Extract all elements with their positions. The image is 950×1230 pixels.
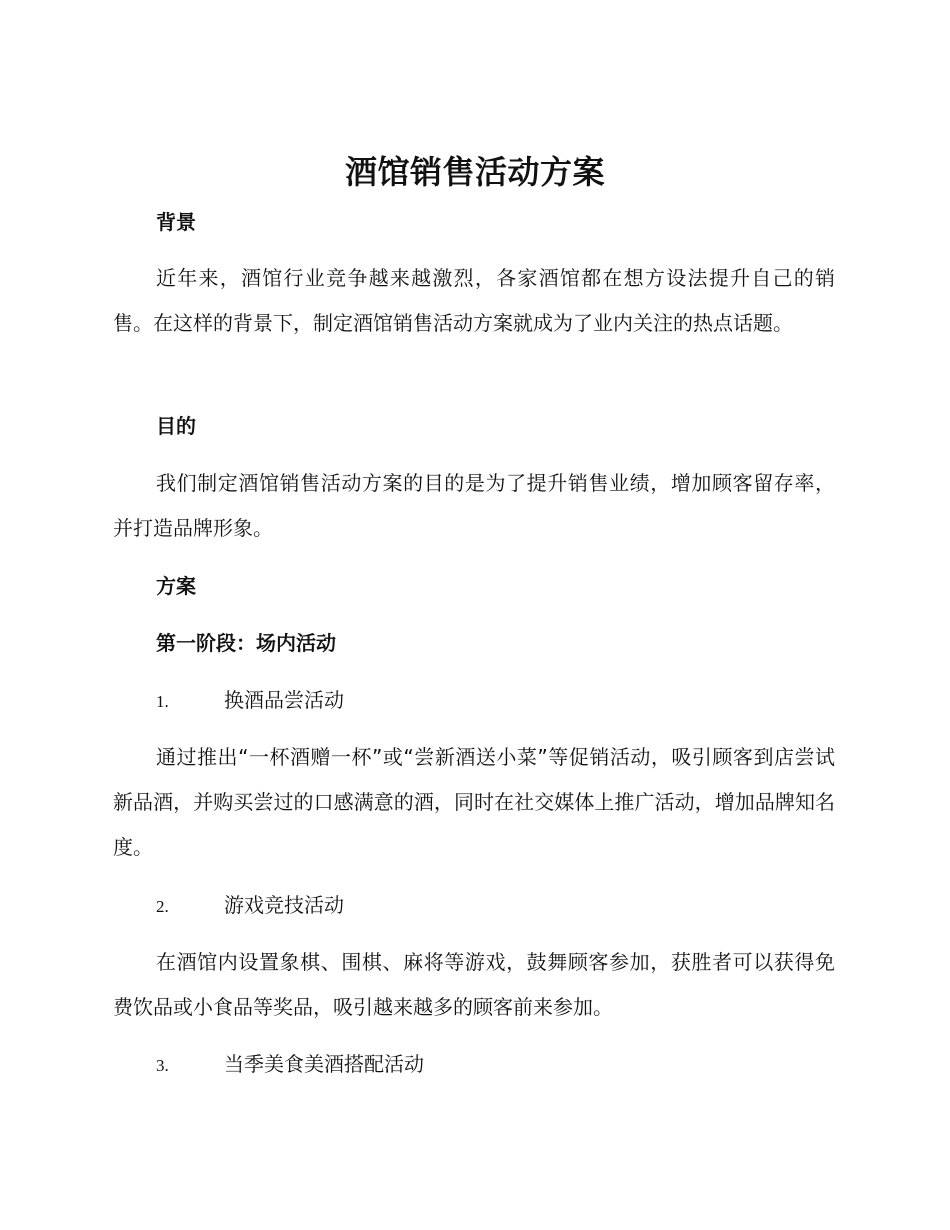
- paragraph-item-2: 在酒馆内设置象棋、围棋、麻将等游戏，鼓舞顾客参加，获胜者可以获得免费饮品或小食品等奖品，吸引越来越多的顾客前来参加。: [113, 950, 835, 1019]
- paragraph-background: 近年来，酒馆行业竞争越来越激烈，各家酒馆都在想方设法提升自己的销售。在这样的背景下，制定酒馆销售活动方案就成为了业内关注的热点话题。: [113, 266, 835, 335]
- section-heading-plan: 方案: [156, 574, 196, 598]
- list-item-title: 游戏竞技活动: [224, 893, 344, 917]
- document-title: 酒馆销售活动方案: [344, 153, 605, 191]
- list-number: 2.: [156, 897, 169, 916]
- list-item-title: 换酒品尝活动: [224, 688, 344, 712]
- list-item-3: [156, 1049, 424, 1081]
- section-heading-background: 背景: [156, 210, 196, 234]
- paragraph-purpose: 我们制定酒馆销售活动方案的目的是为了提升销售业绩，增加顾客留存率，并打造品牌形象。: [113, 471, 835, 540]
- list-number: 3.: [156, 1056, 169, 1075]
- paragraph-item-1: 通过推出“一杯酒赠一杯”或“尝新酒送小菜”等促销活动，吸引顾客到店尝试新品酒，并购买尝过的口感满意的酒，同时在社交媒体上推广活动，增加品牌知名度。: [113, 745, 835, 859]
- list-item-1: [156, 685, 344, 717]
- section-heading-phase1: 第一阶段：场内活动: [156, 631, 336, 655]
- section-heading-purpose: 目的: [156, 414, 196, 438]
- list-number: 1.: [156, 692, 169, 711]
- list-item-title: 当季美食美酒搭配活动: [224, 1052, 424, 1076]
- list-item-2: [156, 890, 344, 922]
